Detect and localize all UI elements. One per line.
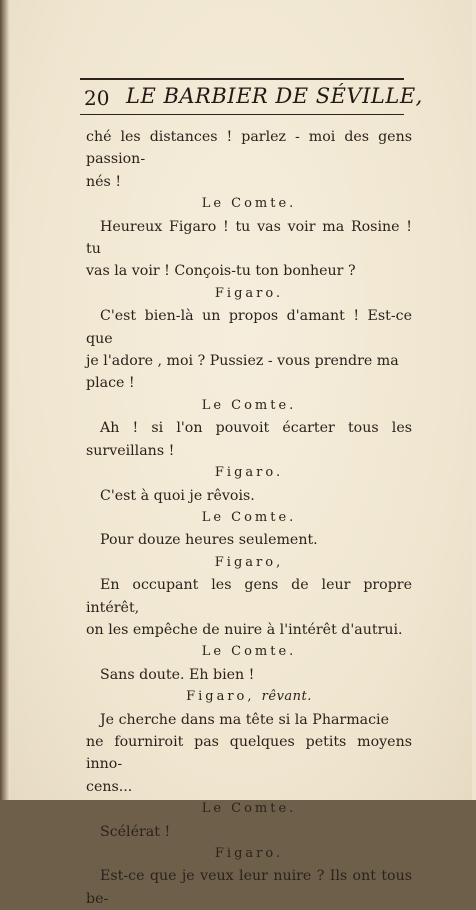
stage-direction: rêvant.: [261, 689, 312, 705]
text-line: ché les distances ! parlez - moi des gens passion-: [86, 129, 412, 168]
text-line: Ah ! si l'on pouvoit écarter tous les surveillans !: [86, 420, 412, 459]
speaker-figaro: Figaro.: [214, 285, 284, 301]
text-line: place !: [86, 375, 135, 392]
running-title: LE BARBIER DE SÉVILLE,: [126, 84, 423, 108]
speaker-figaro: Figaro,: [214, 554, 284, 570]
text-line: vas la voir ! Conçois-tu ton bonheur ?: [86, 263, 356, 280]
text-line: C'est bien-là un propos d'amant ! Est-ce que: [86, 308, 412, 347]
text-line: Heureux Figaro ! tu vas voir ma Rosine ! tu: [86, 218, 412, 258]
header-rule-top: [80, 78, 404, 80]
text-line: Je cherche dans ma tête si la Pharmacie: [100, 711, 389, 728]
text-line: cens...: [86, 778, 133, 795]
text-line: je l'adore , moi ? Pussiez - vous prendre ma: [86, 353, 399, 370]
page-number: 20: [84, 86, 110, 110]
speaker-figaro-with-direction: [86, 686, 412, 708]
play-text: [86, 126, 412, 910]
text-line: ne fourniroit pas quelques petits moyens inno-: [86, 733, 412, 773]
speaker-comte: Le Comte.: [201, 644, 297, 660]
text-line: En occupant les gens de leur propre intérêt,: [86, 577, 412, 616]
text-line: Pour douze heures seulement.: [100, 532, 318, 549]
speaker-figaro: Figaro.: [214, 846, 284, 861]
speaker-name: Figaro,: [186, 689, 255, 705]
header-rule-bottom: [80, 114, 404, 115]
text-line: Scélérat !: [100, 823, 171, 840]
speaker-comte: Le Comte.: [201, 801, 297, 817]
speaker-figaro: Figaro.: [214, 465, 284, 481]
speaker-comte: Le Comte.: [201, 196, 297, 212]
text-line: on les empêche de nuire à l'intérêt d'autrui.: [86, 621, 403, 638]
text-line: C'est à quoi je rêvois.: [100, 487, 255, 504]
speaker-comte: Le Comte.: [201, 397, 297, 413]
text-line: nés !: [86, 173, 122, 190]
text-line: Sans doute. Eh bien !: [100, 666, 255, 683]
text-line: Est-ce que je veux leur nuire ? Ils ont tous be-: [86, 868, 412, 907]
speaker-comte: Le Comte.: [201, 509, 297, 525]
